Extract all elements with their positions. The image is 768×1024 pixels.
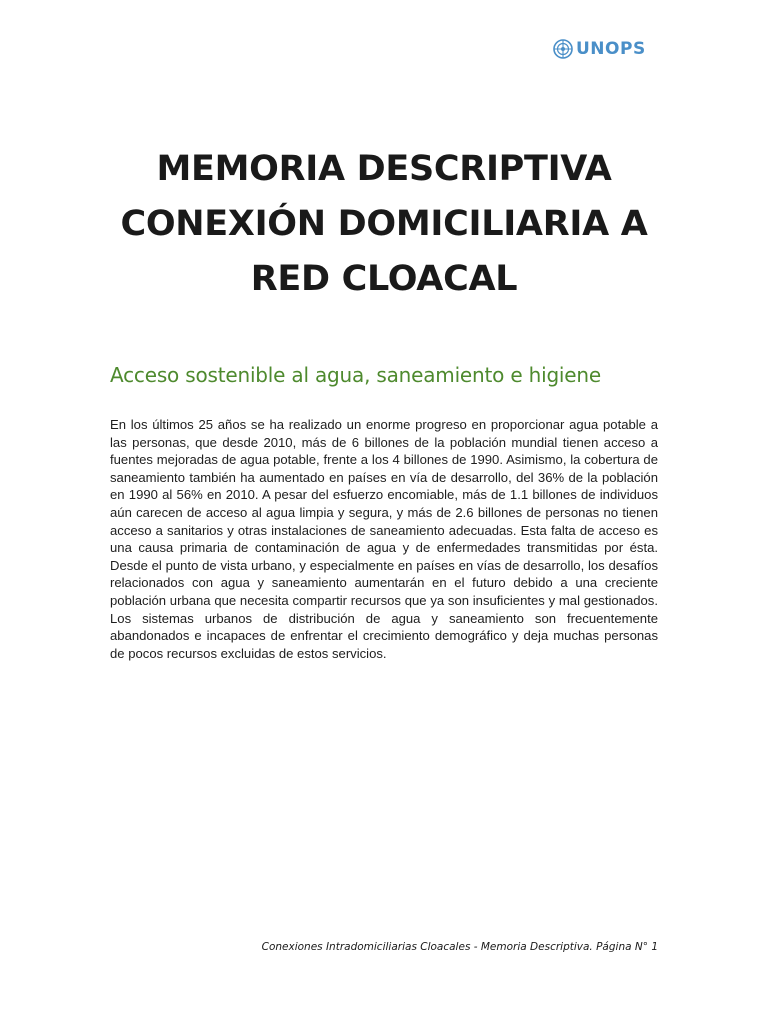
title-line: CONEXIÓN DOMICILIARIA A [120,204,648,244]
title-line: MEMORIA DESCRIPTIVA [156,149,612,189]
page-footer: Conexiones Intradomiciliarias Cloacales - Memoria Descriptiva. Página N° 1 [261,941,658,953]
title-line: RED CLOACAL [250,259,518,299]
section-paragraph: En los últimos 25 años se ha realizado un enorme progreso en proporcionar agua potable a las personas, que desde 2010, más de 6 billones de la población mundial tienen acceso a fuentes mejoradas de agua potable, frente a los 4 billones de 1990. Asimismo, la cobertura de saneamiento también ha aumentado en países en vía de desarrollo, del 36% de la población en 1990 al 56% en 2010. A pesar del esfuerzo encomiable, más de 1.1 billones de individuos aún carecen de acceso al agua limpia y segura, y más de 2.6 billones de personas no tienen acceso a sanitarios y otras instalaciones de saneamiento adecuadas. Esta falta de acceso es una causa primaria de contaminación de agua y de enfermedades transmitidas por ésta. Desde el punto de vista urbano, y especialmente en países en vías de desarrollo, los desafíos relacionados con agua y saneamiento aumentarán en el futuro debido a una creciente población urbana que necesita compartir recursos que ya son insuficientes y mal gestionados. Los sistemas urbanos de distribución de agua y saneamiento son frecuentemente abandonados e incapaces de enfrentar el crecimiento demográfico y deja muchas personas de pocos recursos excluidas de estos servicios. [110,417,658,661]
logo-text: UNOPS [576,39,646,59]
document-title [60,142,708,307]
unops-logo [553,38,646,60]
section-heading: Acceso sostenible al agua, saneamiento e higiene [110,363,601,387]
un-emblem-icon [553,39,573,59]
